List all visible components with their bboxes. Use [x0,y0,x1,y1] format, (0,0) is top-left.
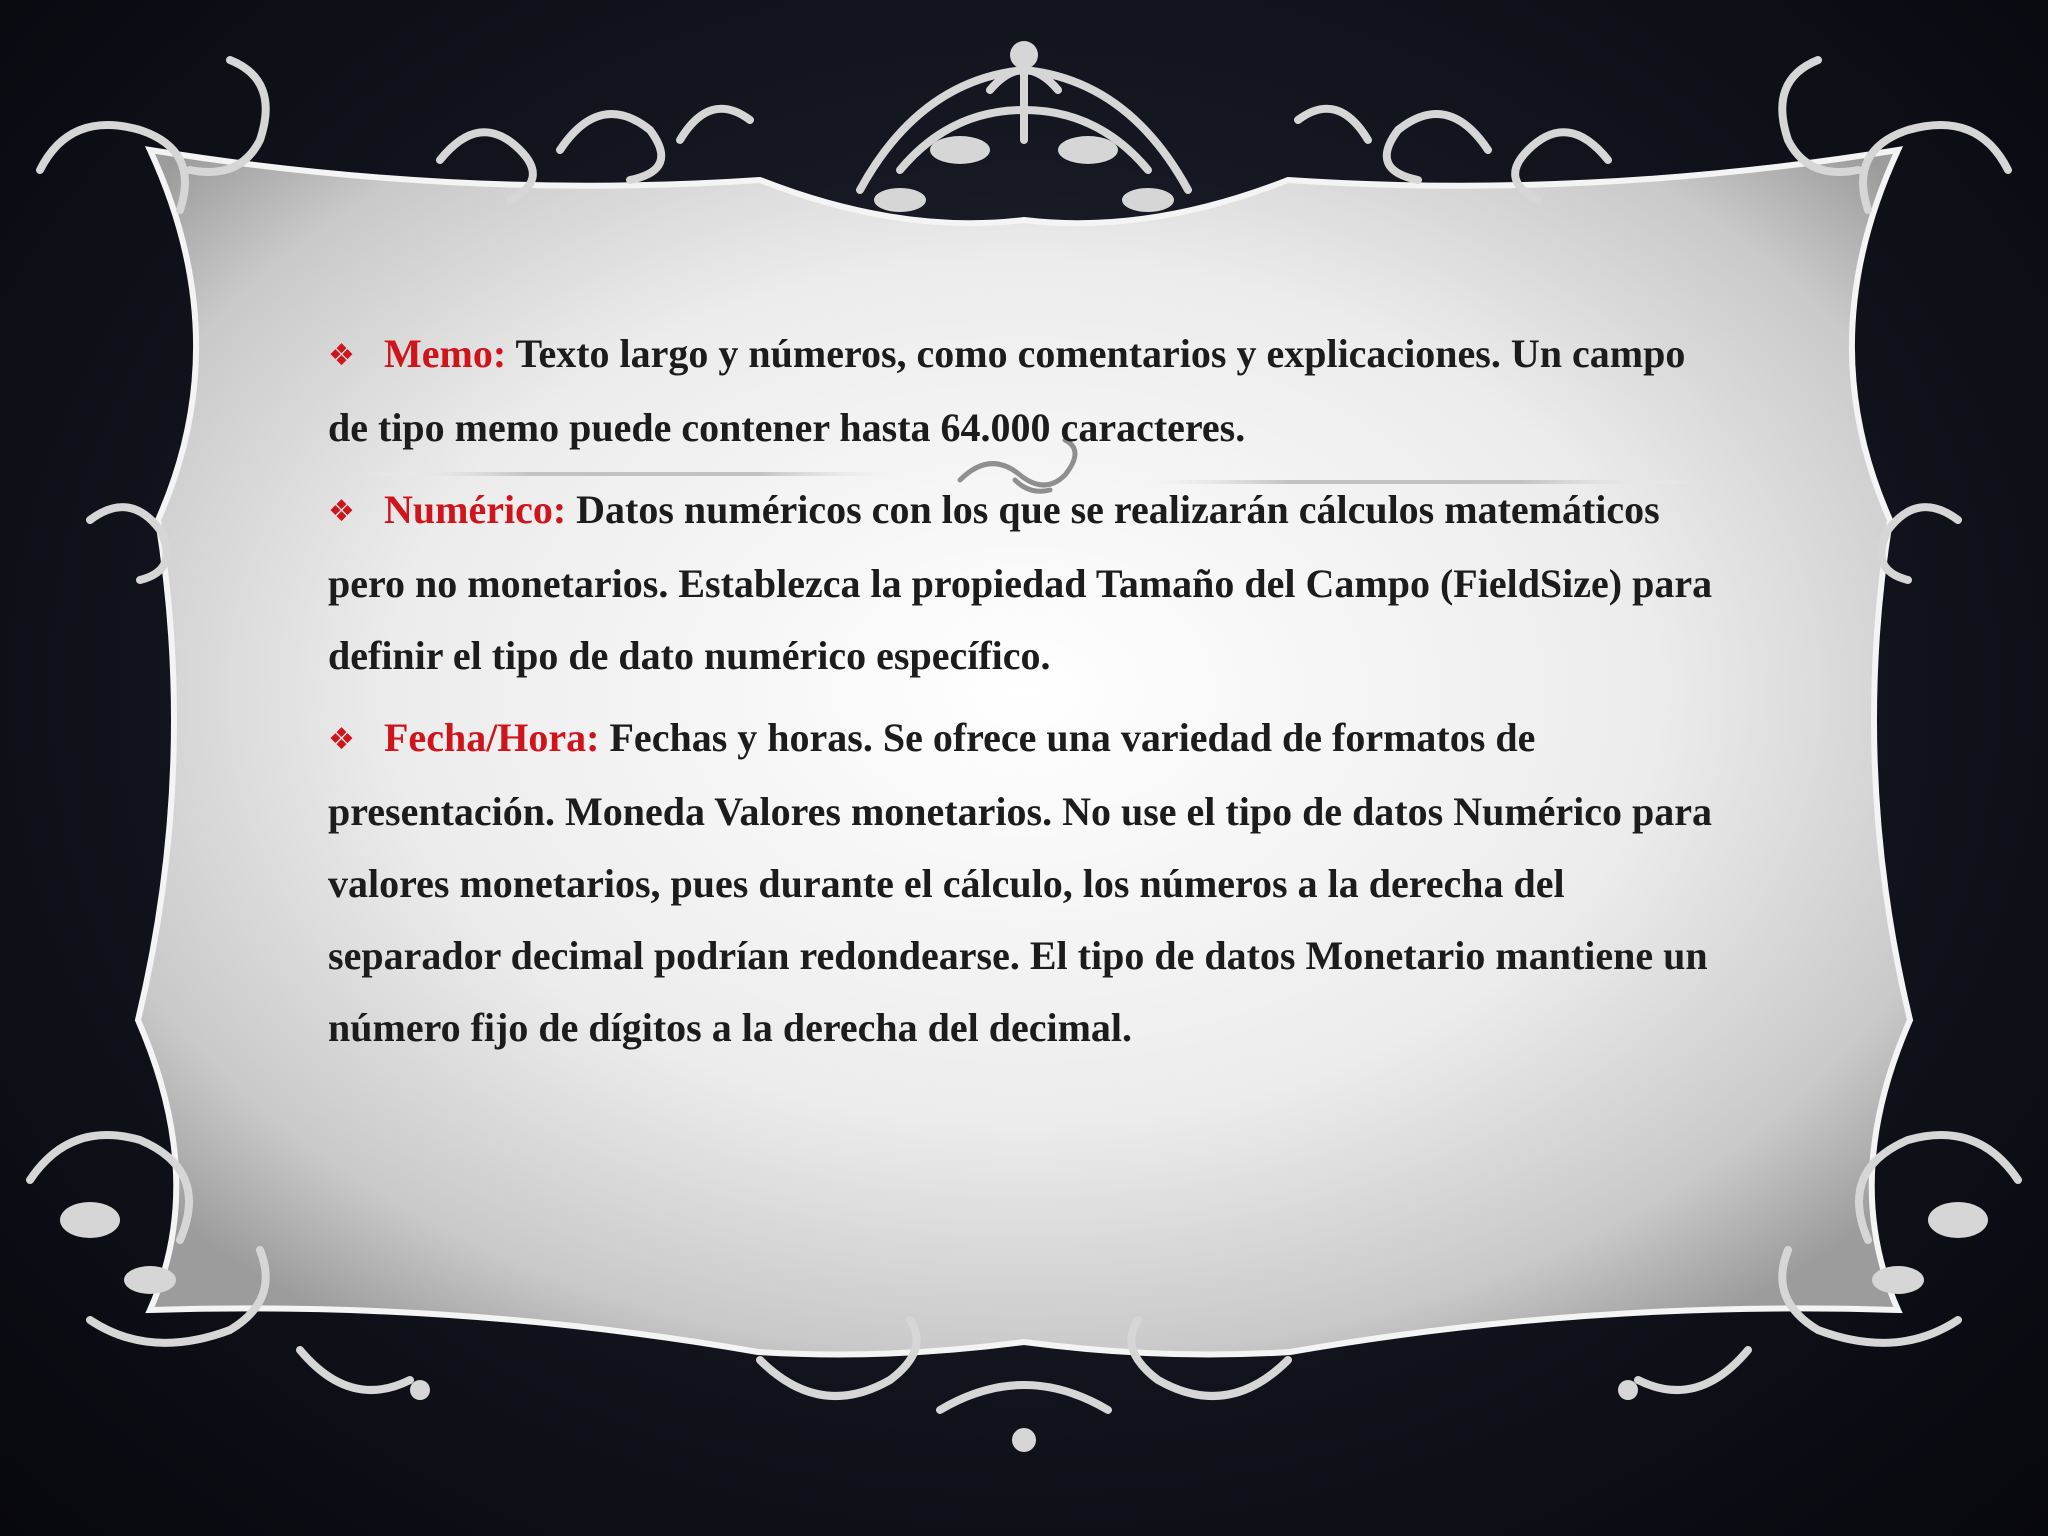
term-description: Datos numéricos con los que se realizarán cálculos matemáticos pero no monetarios. Establezca la propiedad Tamaño del Campo (FieldSize) para definir el tipo de dato numérico específico. [328,487,1713,678]
diamond-quad-icon: ❖ [328,722,355,757]
term-label: Numérico: [384,487,567,532]
term-description: Fechas y horas. Se ofrece una variedad de formatos de presentación. Moneda Valores monetarios. No use el tipo de datos Numérico para valores monetarios, pues durante el cálculo, los números a la derecha del separador decimal podrían redondearse. El tipo de datos Monetario mantiene un número fijo de dígitos a la derecha del decimal. [328,715,1713,1050]
list-item [328,702,1728,1064]
list-item [328,318,1728,464]
diamond-quad-icon: ❖ [328,494,355,529]
term-description: Texto largo y números, como comentarios y explicaciones. Un campo de tipo memo puede contener hasta 64.000 caracteres. [328,331,1686,450]
slide-content [328,318,1728,1074]
term-label: Fecha/Hora: [384,715,600,760]
diamond-quad-icon: ❖ [328,338,355,373]
ornament-top [440,60,1608,200]
term-label: Memo: [384,331,507,376]
list-item [328,474,1728,692]
